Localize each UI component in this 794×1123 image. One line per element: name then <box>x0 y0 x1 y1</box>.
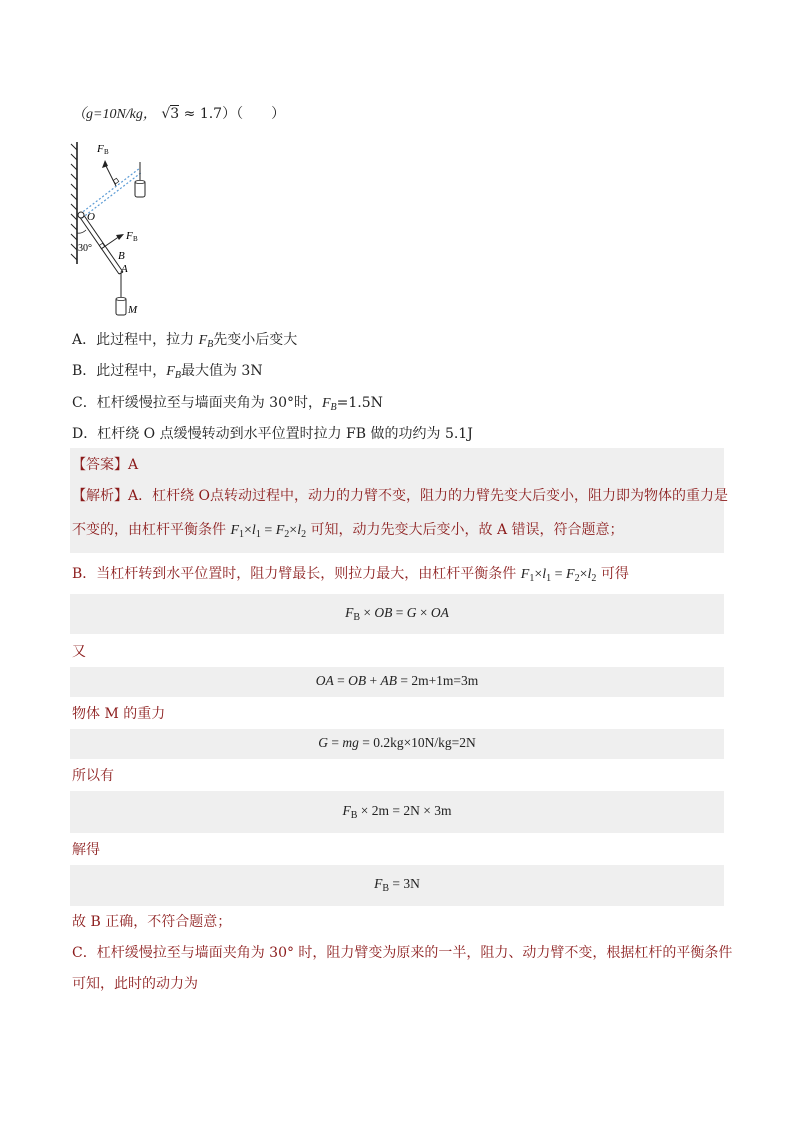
analysis-b-intro-prefix: B．当杠杆转到水平位置时，阻力臂最长，则拉力最大，由杠杆平衡条件 <box>72 566 521 582</box>
weight-m <box>116 273 126 315</box>
analysis-c-line2: 可知，此时的动力为 <box>72 976 198 992</box>
option-b <box>72 361 263 386</box>
analysis-label: 【解析】 <box>72 488 128 504</box>
weight-upper <box>135 162 145 197</box>
analysis-a-text-2-suffix: 可知，动力先变大后变小，故 A 错误，符合题意； <box>306 522 624 538</box>
approx-and-blank: ≈ 1.7）（ ） <box>183 106 286 122</box>
equation-3: G = mg = 0.2kg×10N/kg=2N <box>318 735 476 750</box>
angle-arc <box>77 230 86 233</box>
analysis-a-text-1: A．杠杆绕 O点转动过程中，动力的力臂不变，阻力的力臂先变大后变小，阻力即为物体的重力是 <box>128 488 729 504</box>
label-angle: 30° <box>78 243 92 254</box>
option-a-prefix: A．此过程中，拉力 <box>72 332 199 348</box>
so-line: 所以有 <box>72 768 114 784</box>
b-conclusion: 故 B 正确，不符合题意； <box>72 914 232 930</box>
label-m: M <box>128 304 138 316</box>
option-b-symbol: F <box>166 364 175 379</box>
label-fb-top: F <box>97 143 104 155</box>
label-fb-top-sub: B <box>104 148 109 156</box>
equation-1: $F_B$ × OB = G × OA <box>345 605 449 623</box>
label-fb-side-sub: B <box>133 235 138 243</box>
lever-formula-a: $F_1\times l_1 = F_2\times l_2$ <box>230 523 307 540</box>
force-fb-side-arrow <box>99 234 124 249</box>
label-a: A <box>121 263 128 275</box>
analysis-a-line1 <box>72 486 728 506</box>
answer-line <box>72 455 138 475</box>
option-d <box>72 424 473 444</box>
analysis-a-line2 <box>72 520 624 545</box>
option-c <box>72 393 383 418</box>
g-condition: （g=10N/kg， <box>72 107 157 122</box>
answer-value: A <box>128 457 139 473</box>
option-d-text: D．杠杆绕 O 点缓慢转动到水平位置时拉力 FB 做的功约为 5.1J <box>72 426 473 442</box>
sqrt-sign: √ <box>161 106 171 122</box>
wall <box>71 142 77 264</box>
you-line: 又 <box>72 644 86 660</box>
option-a-suffix: 先变小后变大 <box>213 332 298 348</box>
sqrt-expression <box>161 104 179 124</box>
question-header <box>72 104 285 125</box>
option-c-prefix: C．杠杆缓慢拉至与墙面夹角为 30°时， <box>72 395 322 411</box>
option-a-sub: B <box>207 339 214 350</box>
equation-4: $F_B \times 2m = 2N \times 3m$ <box>342 803 452 821</box>
option-a <box>72 330 297 355</box>
lever-formula-b: $F_1\times l_1 = F_2\times l_2$ <box>520 567 597 584</box>
solve-line: 解得 <box>72 842 100 858</box>
option-a-symbol: F <box>198 333 208 348</box>
sqrt-number: 3 <box>170 106 180 122</box>
label-o: O <box>87 211 95 223</box>
label-b: B <box>118 250 125 262</box>
option-c-symbol: F <box>321 396 331 411</box>
label-fb-side: F <box>126 230 133 242</box>
weight-label: 物体 M 的重力 <box>72 706 166 722</box>
analysis-b-intro-suffix: 可得 <box>596 566 629 582</box>
equation-2: OA = OB + AB = 2m+1m=3m <box>315 673 479 688</box>
option-b-prefix: B．此过程中， <box>72 363 167 379</box>
analysis-b-intro <box>72 564 629 589</box>
option-b-suffix: 最大值为 3N <box>180 363 263 379</box>
lever-diagram <box>68 138 168 320</box>
option-b-sub: B <box>174 370 181 381</box>
analysis-c-line1: C．杠杆缓慢拉至与墙面夹角为 30° 时，阻力臂变为原来的一半，阻力、动力臂不变，根据杠杆的平衡条件 <box>72 945 733 961</box>
force-fb-top-arrow <box>102 160 119 186</box>
option-c-sub: B <box>330 402 337 413</box>
option-c-suffix: =1.5N <box>336 395 383 411</box>
analysis-a-text-2-prefix: 不变的，由杠杆平衡条件 <box>72 522 231 538</box>
equation-5: $F_B = 3N$ <box>374 876 420 894</box>
answer-label: 【答案】 <box>72 457 128 473</box>
